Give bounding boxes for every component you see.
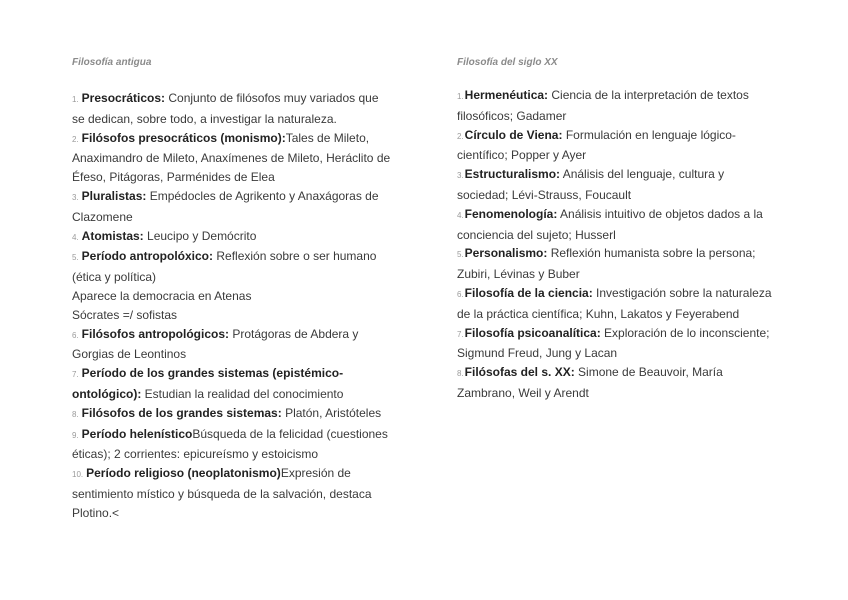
item-description: Investigación sobre la naturaleza de la práctica científica; Kuhn, Lakatos y Feyerabend	[457, 285, 772, 321]
item-term: Filósofos antropológicos:	[81, 326, 229, 341]
item-description: Formulación en lenguaje lógico-científico; Popper y Ayer	[457, 127, 736, 163]
item-description: Reflexión sobre o ser humano (ética y política)	[72, 249, 377, 285]
item-term: Atomistas:	[81, 228, 144, 243]
item-number: 1.	[457, 92, 464, 101]
left-column	[72, 56, 392, 523]
item-term: Personalismo:	[464, 246, 548, 261]
list-item	[72, 89, 392, 129]
list-item	[72, 464, 392, 522]
list-item	[457, 324, 777, 364]
item-term: Filosofía de la ciencia:	[464, 285, 593, 300]
item-term: Período de los grandes sistemas (epistémico-ontológico):	[72, 366, 344, 401]
item-term: Hermenéutica:	[464, 88, 549, 102]
item-number: 10.	[72, 470, 84, 480]
item-term: Círculo de Viena:	[464, 127, 563, 142]
item-description: Análisis del lenguaje, cultura y sociedad; Lévi-Strauss, Foucault	[457, 167, 725, 202]
list-item	[72, 247, 392, 287]
item-term: Período religioso (neoplatonismo)	[86, 466, 281, 481]
list-item	[72, 325, 392, 365]
item-description: Expresión de sentimiento místico y búsqueda de la salvación, destaca Plotino.<	[72, 466, 372, 520]
item-description: Reflexión humanista sobre la persona; Zubiri, Lévinas y Buber	[457, 246, 756, 282]
item-term: Presocráticos:	[81, 91, 166, 105]
list-item	[457, 363, 777, 403]
right-column	[457, 56, 777, 403]
list-item	[457, 284, 777, 324]
right-heading: Filosofía del siglo XX	[457, 57, 558, 68]
list-item	[457, 205, 777, 245]
item-number: 6.	[72, 330, 79, 340]
item-term: Filósofos presocráticos (monismo):	[81, 130, 286, 145]
item-number: 8.	[457, 369, 464, 379]
item-number: 7.	[72, 370, 79, 380]
item-description: Exploración de lo inconsciente; Sigmund Freud, Jung y Lacan	[457, 325, 770, 361]
item-term: Filósofos de los grandes sistemas:	[81, 405, 282, 420]
list-item	[457, 244, 777, 284]
item-number: 5.	[72, 253, 79, 263]
item-number: 8.	[72, 409, 79, 419]
list-item	[72, 364, 392, 404]
item-term: Estructuralismo:	[464, 167, 561, 182]
note-line: Sócrates =/ sofistas	[72, 307, 178, 322]
item-number: 4.	[72, 232, 79, 242]
item-term: Pluralistas:	[81, 188, 147, 203]
item-description: Búsqueda de la felicidad (cuestiones éticas); 2 corrientes: epicureísmo y estoicismo	[72, 426, 388, 462]
item-description: Empédocles de Agrikento y Anaxágoras de Clazomene	[72, 188, 379, 224]
item-number: 9.	[72, 430, 79, 440]
item-number: 2.	[457, 131, 464, 141]
left-list	[72, 89, 392, 523]
item-description: Análisis intuitivo de objetos dados a la conciencia del sujeto; Husserl	[457, 206, 763, 242]
list-item	[72, 404, 392, 425]
list-item	[72, 187, 392, 227]
item-description: Protágoras de Abdera y Gorgias de Leontinos	[72, 326, 359, 362]
item-description: Conjunto de filósofos muy variados que se dedican, sobre todo, a investigar la naturaleza.	[72, 91, 379, 126]
item-number: 5.	[457, 250, 464, 260]
list-item	[457, 126, 777, 166]
item-number: 7.	[457, 329, 464, 339]
item-description: Ciencia de la interpretación de textos filosóficos; Gadamer	[457, 88, 749, 123]
item-term: Período antropolóxico:	[81, 249, 214, 264]
item-number: 3.	[457, 171, 464, 181]
item-term: Período helenístico	[81, 426, 193, 441]
item-number: 3.	[72, 192, 79, 202]
item-number: 4.	[457, 210, 464, 220]
item-description: Estudian la realidad del conocimiento	[141, 386, 344, 401]
item-term: Fenomenología:	[464, 206, 558, 221]
item-description: Simone de Beauvoir, María Zambrano, Weil y Arendt	[457, 365, 723, 400]
item-description: Leucipo y Demócrito	[143, 228, 257, 243]
list-item	[457, 165, 777, 205]
item-term: Filosofía psicoanalítica:	[464, 325, 601, 340]
right-list	[457, 86, 777, 403]
item-term: Filósofas del s. XX:	[464, 365, 575, 380]
list-item	[457, 86, 777, 126]
list-item	[72, 129, 392, 187]
item-number: 6.	[457, 289, 464, 299]
item-description: Tales de Mileto, Anaximandro de Mileto, Anaxímenes de Mileto, Heráclito de Éfeso, Pitágoras, Parménides de Elea	[72, 130, 391, 185]
item-number: 2.	[72, 134, 79, 144]
note-line: Aparece la democracia en Atenas	[72, 288, 252, 303]
item-number: 1.	[72, 95, 79, 104]
item-description: Platón, Aristóteles	[281, 405, 382, 420]
list-item	[72, 425, 392, 465]
list-item	[72, 227, 392, 248]
left-heading: Filosofía antigua	[72, 57, 152, 68]
